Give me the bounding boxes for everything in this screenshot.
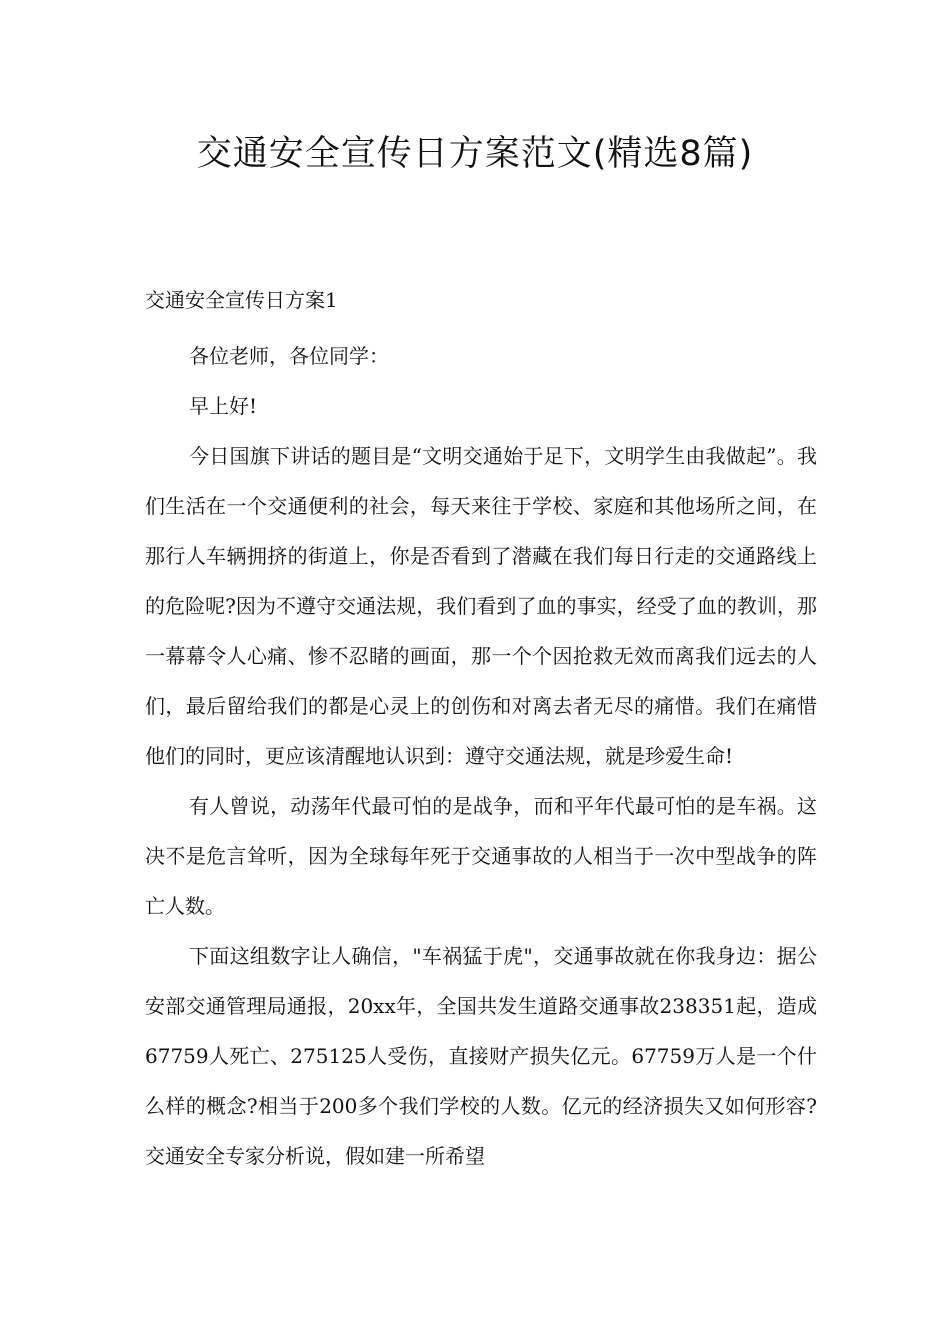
paragraph-statistics: 下面这组数字让人确信，"车祸猛于虎"，交通事故就在你我身边：据公安部交通管理局通报，20xx年，全国共发生道路交通事故238351起，造成67759人死亡、275125人受伤，直接财产损失亿元。67759万人是一个什么样的概念?相当于200多个我们学校的人数。亿元的经济损失又如何形容?交通安全专家分析说，假如建一所希望 <box>145 944 817 1168</box>
document-title: 交通安全宣传日方案范文(精选8篇) <box>196 134 754 174</box>
paragraph-speech-intro: 今日国旗下讲话的题目是“文明交通始于足下，文明学生由我做起”。我们生活在一个交通便利的社会，每天来往于学校、家庭和其他场所之间，在那行人车辆拥挤的街道上，你是否看到了潜藏在我们每日行走的交通路线上的危险呢?因为不遵守交通法规，我们看到了血的事实，经受了血的教训，那一幕幕令人心痛、惨不忍睹的画面，那一个个因抢救无效而离我们远去的人们，最后留给我们的都是心灵上的创伤和对离去者无尽的痛惜。我们在痛惜他们的同时，更应该清醒地认识到：遵守交通法规，就是珍爱生命! <box>145 444 817 768</box>
paragraph-war-comparison: 有人曾说，动荡年代最可怕的是战争，而和平年代最可怕的是车祸。这决不是危言耸听，因为全球每年死于交通事故的人相当于一次中型战争的阵亡人数。 <box>145 794 817 918</box>
document-body <box>145 331 817 1181</box>
paragraph-greeting: 各位老师，各位同学： <box>189 344 389 368</box>
paragraph-morning: 早上好! <box>189 394 258 418</box>
section-heading: 交通安全宣传日方案1 <box>145 288 338 312</box>
